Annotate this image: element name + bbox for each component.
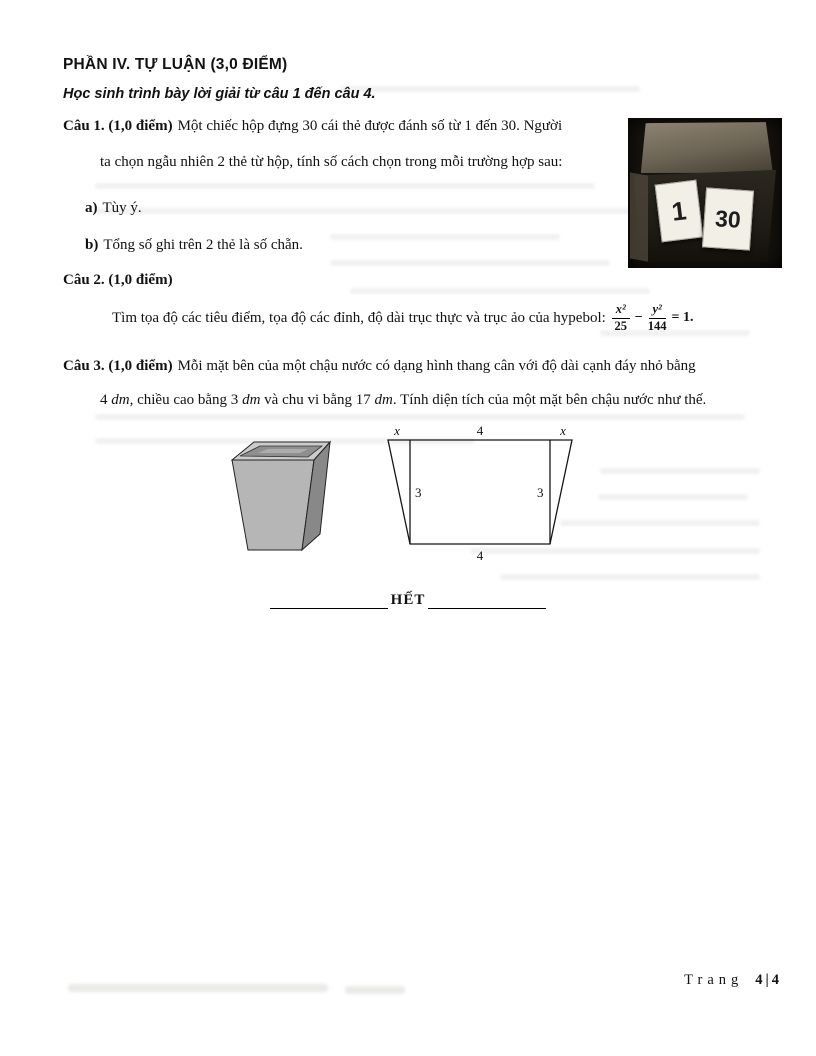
- bleed-line: [500, 574, 760, 580]
- q1-label: Câu 1. (1,0 điểm): [63, 118, 173, 134]
- bleed-line: [598, 494, 748, 500]
- q1-item-b-label: b): [85, 237, 99, 253]
- page-footer: [684, 972, 782, 989]
- bleed-line: [95, 414, 745, 420]
- q1-item-a-label: a): [85, 200, 98, 216]
- end-divider: [0, 592, 816, 609]
- q3-label: Câu 3. (1,0 điểm): [63, 358, 173, 374]
- minus-operator: −: [634, 310, 643, 325]
- q2-label-line: [63, 272, 178, 289]
- bleed-line: [95, 183, 595, 189]
- q3-dm2: dm: [242, 392, 261, 408]
- box-photo: [628, 118, 782, 268]
- section-title: PHẦN IV. TỰ LUẬN (3,0 ĐIỂM): [63, 56, 288, 73]
- card-30: [702, 187, 754, 250]
- fraction-y-numerator: y²: [649, 303, 666, 318]
- fraction-y-denominator: 144: [647, 318, 667, 333]
- label-top-left-x: x: [394, 424, 400, 438]
- fraction-x-denominator: 25: [614, 318, 628, 333]
- card-30-number: 30: [714, 204, 742, 233]
- bleed-line: [340, 86, 640, 92]
- scan-smudge: [68, 984, 328, 992]
- het-underline-right: [428, 592, 546, 609]
- q1-text-line1: Một chiếc hộp đựng 30 cái thẻ được đánh số từ 1 đến 30. Người: [177, 118, 563, 134]
- label-bottom-4: 4: [476, 548, 484, 563]
- hyperbola-formula: [612, 303, 694, 332]
- label-height-right-3: 3: [537, 485, 544, 500]
- card-1: [655, 180, 704, 243]
- instruction-line: Học sinh trình bày lời giải từ câu 1 đến câu 4.: [63, 86, 376, 102]
- box-side: [630, 172, 648, 261]
- footer-page-number: 4|4: [755, 972, 782, 988]
- bleed-line: [560, 520, 760, 526]
- q3-seg2: , chiều cao bằng 3: [129, 392, 243, 408]
- q3-line1: [63, 358, 696, 375]
- card-1-number: 1: [669, 194, 688, 227]
- label-top-mid-4: 4: [476, 424, 484, 438]
- equals-one: = 1.: [671, 310, 694, 325]
- fraction-x-numerator: x²: [612, 303, 630, 318]
- q1-line1: [63, 118, 562, 135]
- q3-line2: [100, 392, 706, 409]
- q3-seg4: . Tính diện tích của một mặt bên chậu nước như thế.: [392, 392, 707, 408]
- fraction-x: [612, 303, 630, 332]
- het-underline-left: [270, 592, 388, 609]
- footer-label: Trang: [684, 972, 744, 988]
- q3-seg1: 4: [100, 392, 112, 408]
- trapezoid-figure: [382, 424, 578, 564]
- q1-item-b-text: Tổng số ghi trên 2 thẻ là số chẵn.: [103, 237, 303, 253]
- q3-text-line1: Mỗi mặt bên của một chậu nước có dạng hình thang cân với độ dài cạnh đáy nhỏ bằng: [177, 358, 696, 374]
- q2-text-line: [112, 298, 694, 338]
- bleed-line: [330, 260, 610, 266]
- bleed-line: [600, 468, 760, 474]
- scan-smudge: [345, 986, 405, 994]
- box-lid: [639, 119, 773, 178]
- q1-text-line2: ta chọn ngẫu nhiên 2 thẻ từ hộp, tính số cách chọn trong mỗi trường hợp sau:: [100, 154, 563, 170]
- q2-text: Tìm tọa độ các tiêu điểm, tọa độ các đỉnh, độ dài trục thực và trục ảo của hypebol:: [112, 309, 606, 326]
- q1-line2: [100, 154, 562, 171]
- het-label: HẾT: [390, 592, 426, 608]
- bleed-line: [330, 234, 560, 240]
- bleed-line: [95, 208, 635, 214]
- label-top-right-x: x: [560, 424, 566, 438]
- q3-dm3: dm: [374, 392, 393, 408]
- label-height-left-3: 3: [415, 485, 422, 500]
- q1-item-b: [85, 237, 303, 254]
- water-basin-figure: [228, 434, 334, 560]
- q3-seg3: và chu vi bằng 17: [260, 392, 375, 408]
- q1-item-a-text: Tùy ý.: [102, 200, 142, 216]
- q1-item-a: [85, 200, 142, 217]
- bleed-line: [350, 288, 650, 294]
- fraction-y: [648, 303, 667, 332]
- q3-dm1: dm: [111, 392, 130, 408]
- q2-label: Câu 2. (1,0 điểm): [63, 272, 173, 288]
